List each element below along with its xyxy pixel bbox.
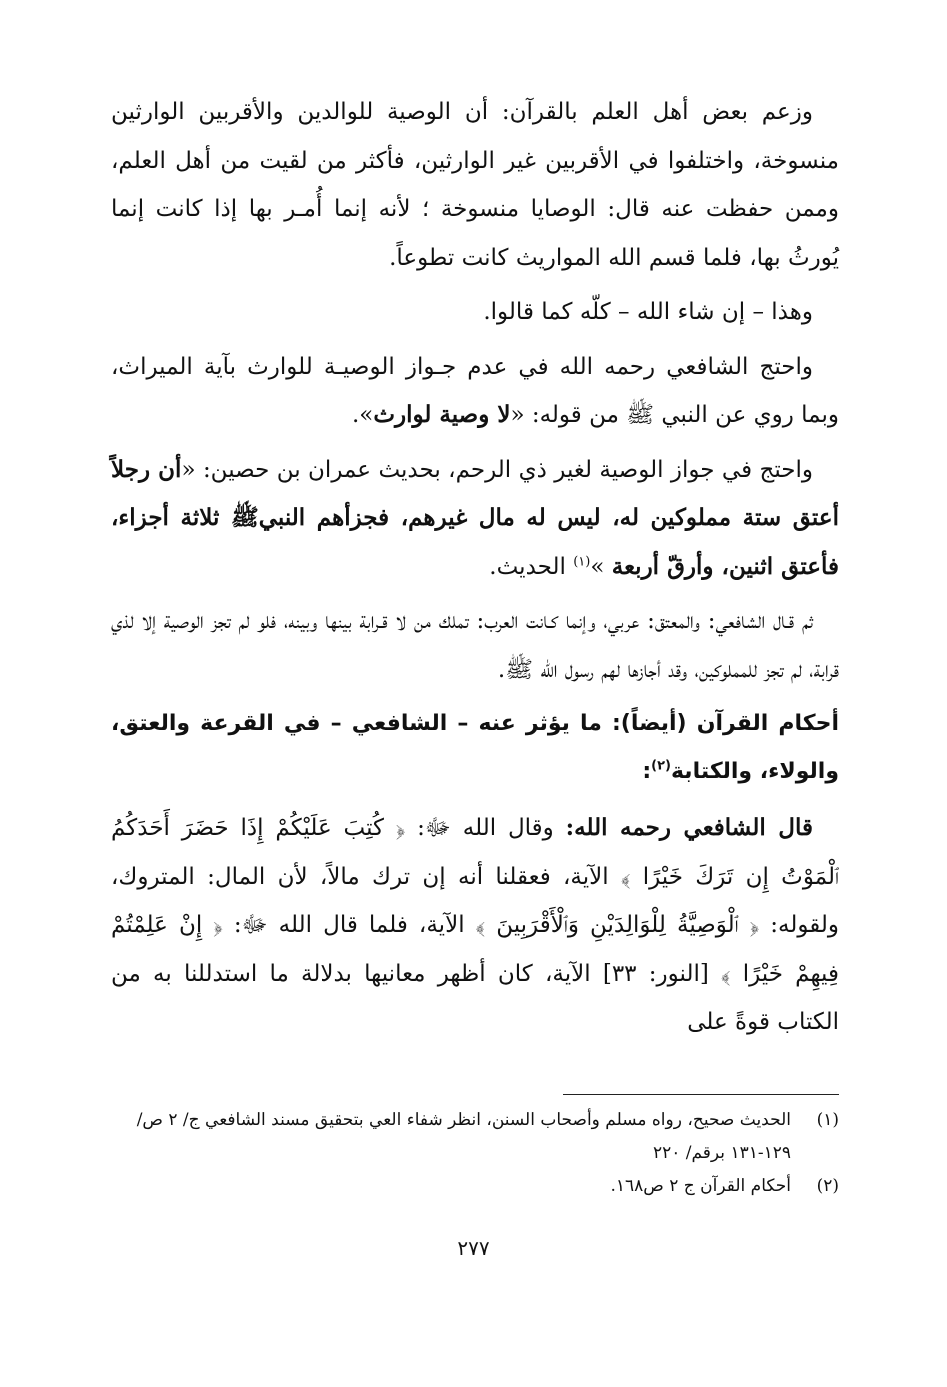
page-number: ٢٧٧	[457, 1236, 490, 1260]
section-heading-text: أحكام القرآن (أيضاً): ما يؤثر عنه – الشافعي – في القرعة والعتق، والولاء، والكتابة	[111, 711, 839, 784]
footnote-number: (٢)	[816, 1176, 839, 1196]
hadith-quote-bold: لا وصية لوارث	[373, 401, 511, 428]
footnotes	[111, 1104, 839, 1203]
footnote-number: (١)	[816, 1110, 839, 1130]
section-heading-colon: :	[642, 759, 652, 784]
paragraph-5	[111, 597, 839, 694]
footnote-divider	[563, 1094, 839, 1095]
page-body	[111, 88, 839, 1053]
paragraph-3-closing: ».	[351, 402, 374, 428]
paragraph-6-text: وقال الله ﷻ: ﴿ كُتِبَ عَلَيْكُمْ إِذَا حَضَرَ أَحَدَكُمُ ٱلْمَوْتُ إِن تَرَكَ خَيْرًا ﴾ الآية، فعقلنا أنه إن ترك مالاً، لأن المال: المتروك، ولقوله: ﴿ ٱلْوَصِيَّةُ لِلْوَالِدَيْنِ وَٱلْأَقْرَبِينَ ﴾ الآية، فلما قال الله ﷻ: ﴿ إِنْ عَلِمْتُمْ فِيهِمْ خَيْرًا ﴾ [النور: ٣٣] الآية، كان أظهر معانيها بدلالة ما استدللنا به من الكتاب قوةً على	[111, 815, 839, 1035]
paragraph-4	[111, 446, 839, 592]
paragraph-2	[111, 288, 839, 337]
footnote-item	[111, 1104, 839, 1170]
paragraph-2-text: وهذا – إن شاء الله – كلّه كما قالوا.	[483, 299, 813, 325]
paragraph-6	[111, 804, 839, 1047]
paragraph-4-end: الحديث.	[489, 553, 566, 580]
paragraph-4-quote-close: »	[590, 553, 605, 580]
paragraph-4-intro: واحتج في جواز الوصية لغير ذي الرحم، بحديث عمران بن حصين: «	[181, 456, 813, 483]
footnote-text: الحديث صحيح، رواه مسلم وأصحاب السنن، انظر شفاء العي بتحقيق مسند الشافعي ج/ ٢ ص/ ١٢٩-١٣١ برقم/ ٢٢٠	[136, 1110, 791, 1163]
paragraph-5-text: ثم قـال الشافعي: والمعتق: عربي، وإنما كـانت العرب: تملك من لا قـرابة بينها وبينه، فلو لم تجز الوصية إلا لذي قرابة، لم تجز للمملوكين، وقد أجازها لهم رسول الله ﷺ.	[111, 608, 839, 683]
footnote-ref-1: (١)	[573, 553, 591, 569]
paragraph-3-intro: واحتج الشافعي رحمه الله في عدم جـواز الوصيـة للوارث بآية الميراث، وبما روي عن النبي ﷺ من قوله: «	[111, 353, 839, 428]
paragraph-3	[111, 343, 839, 440]
paragraph-1-text: وزعم بعض أهل العلم بالقرآن: أن الوصية للوالدين والأقربين الوارثين منسوخة، واختلفوا في الأقربين غير الوارثين، فأكثر من لقيت من أهل العلم، وممن حفظت عنه قال: الوصايا منسوخة ؛ لأنه إنما أُمـر بها إذا كانت إنما يُورثُ بها، فلما قسم الله المواريث كانت تطوعاً.	[111, 99, 839, 271]
section-heading	[111, 700, 839, 796]
paragraph-6-lead-bold: قال الشافعي رحمه الله:	[565, 814, 813, 841]
hadith-text-bold: أن رجلاً أعتق ستة مملوكين له، ليس له مال غيرهم، فجزأهم النبيﷺ ثلاثة أجزاء، فأعتق اثنين، وأرقّ أربعة	[111, 455, 839, 580]
footnote-item	[111, 1170, 839, 1203]
footnote-text: أحكام القرآن ج ٢ ص١٦٨.	[610, 1176, 791, 1196]
paragraph-1	[111, 88, 839, 282]
footnote-ref-2: (٢)	[651, 758, 671, 774]
